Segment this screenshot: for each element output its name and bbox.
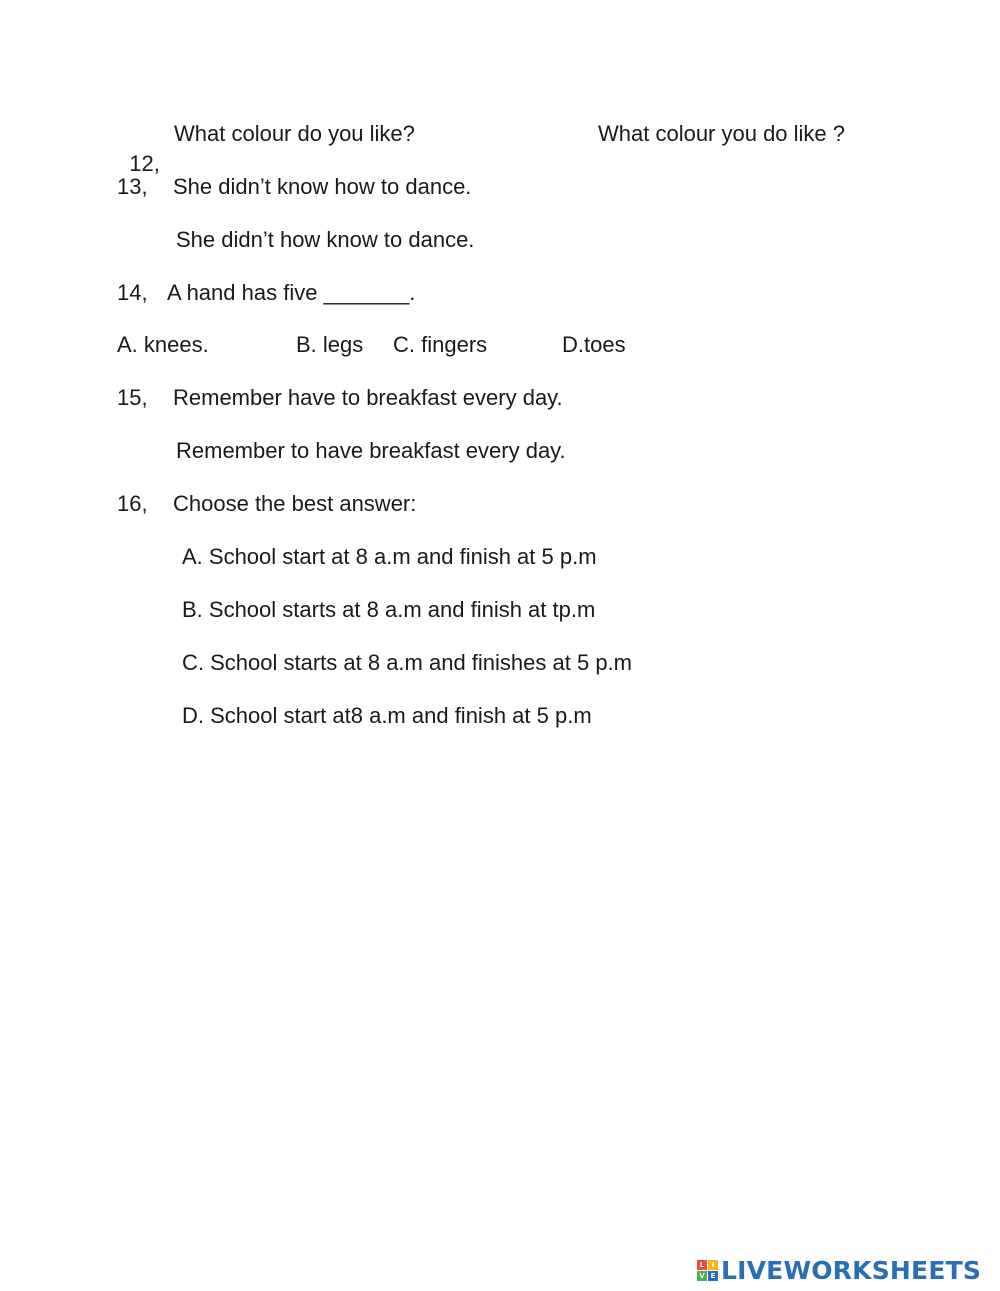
q13-number: 13, — [117, 174, 148, 199]
q16-option-a: A. School start at 8 a.m and finish at 5 p.m — [182, 544, 597, 569]
logo-mark-l: L — [697, 1260, 707, 1270]
logo-mark-v: V — [697, 1271, 707, 1281]
q16-option-b: B. School starts at 8 a.m and finish at tp.m — [182, 597, 596, 622]
q13-alt: She didn’t how know to dance. — [176, 227, 475, 252]
q16-option-c: C. School starts at 8 a.m and finishes at 5 p.m — [182, 650, 632, 675]
logo-mark-icon — [697, 1260, 718, 1281]
q14-text: A hand has five _______. — [167, 280, 416, 305]
q14-option-d: D.toes — [562, 332, 626, 357]
q16-number: 16, — [117, 491, 148, 516]
q15-text: Remember have to breakfast every day. — [173, 385, 563, 410]
q14-option-a: A. knees. — [117, 332, 209, 357]
q13-text: She didn’t know how to dance. — [173, 174, 472, 199]
logo-mark-i: I — [708, 1260, 718, 1270]
q14-option-c: C. fingers — [393, 332, 488, 357]
q14-option-b: B. legs — [296, 332, 364, 357]
logo-text: LIVEWORKSHEETS — [721, 1255, 982, 1285]
q12-text: What colour do you like? — [174, 121, 415, 146]
logo-mark-e: E — [708, 1271, 718, 1281]
q12-line — [117, 119, 160, 179]
q15-number: 15, — [117, 385, 148, 410]
q12-alt: What colour you do like ? — [598, 121, 846, 146]
liveworksheets-logo — [697, 1254, 981, 1286]
q16-option-d: D. School start at8 a.m and finish at 5 p.m — [182, 703, 592, 728]
q16-text: Choose the best answer: — [173, 491, 417, 516]
q12-number: 12, — [129, 151, 160, 176]
q14-number: 14, — [117, 280, 148, 305]
q15-alt: Remember to have breakfast every day. — [176, 438, 566, 463]
